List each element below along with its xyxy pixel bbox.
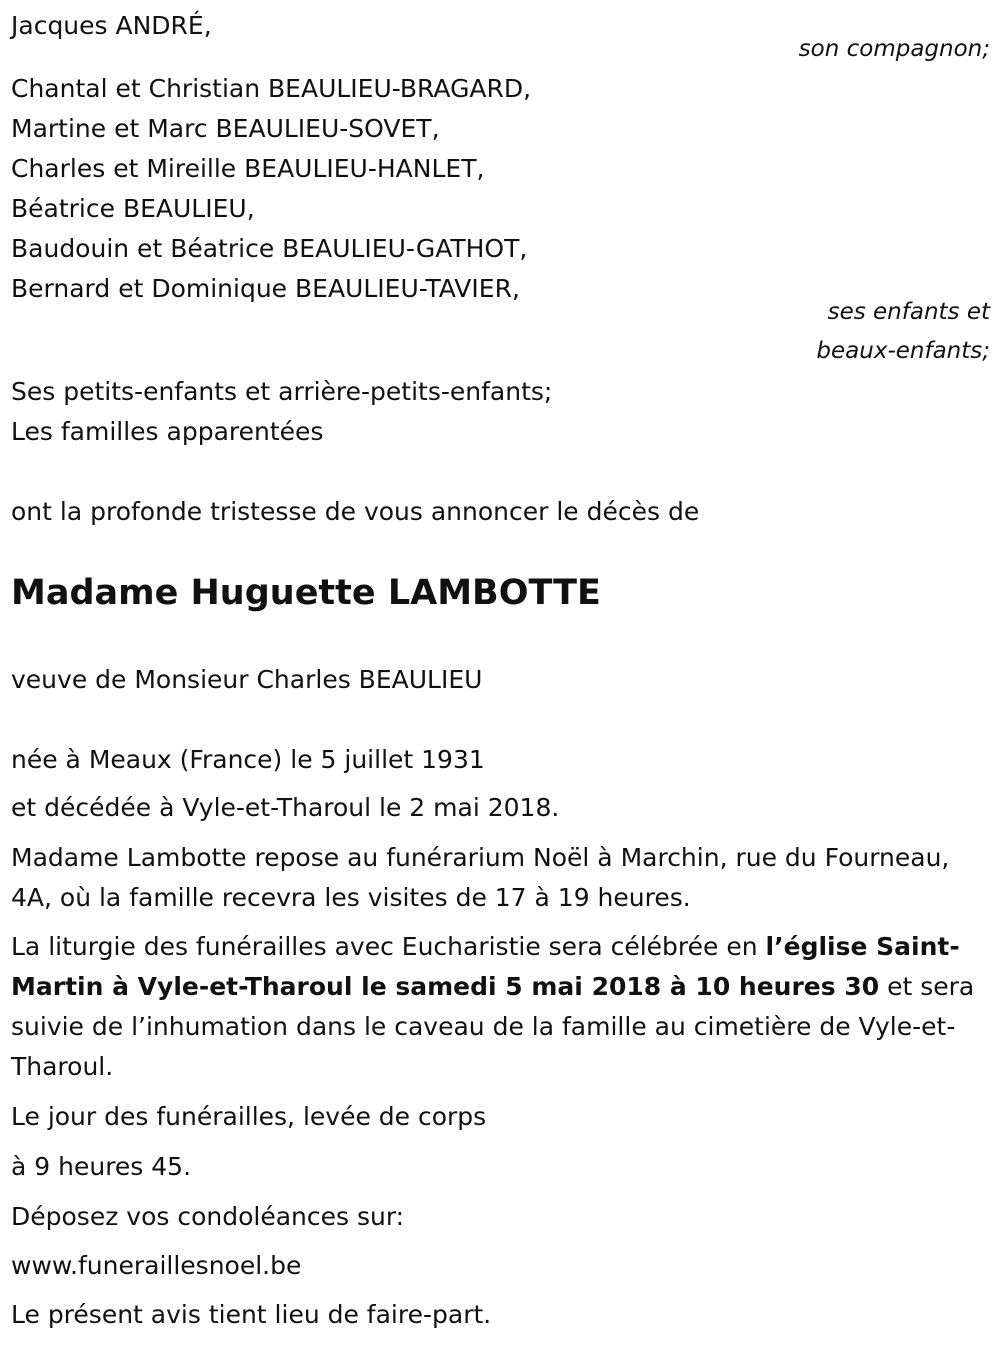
funerarium-paragraph: Madame Lambotte repose au funérarium Noël à Marchin, rue du Fourneau, 4A, où la famille recevra les visites de 17 à 19 heures.	[11, 843, 950, 912]
relatives-line: Les familles apparentées	[11, 417, 324, 446]
child-line: Martine et Marc BEAULIEU-SOVET,	[11, 114, 440, 143]
closing-line: Le présent avis tient lieu de faire-part.	[11, 1300, 492, 1329]
child-line: Charles et Mireille BEAULIEU-HANLET,	[11, 154, 485, 183]
levee-line1: Le jour des funérailles, levée de corps	[11, 1102, 487, 1131]
child-line: Baudouin et Béatrice BEAULIEU-GATHOT,	[11, 234, 528, 263]
children-role-line1: ses enfants et	[827, 299, 990, 325]
death-line: et décédée à Vyle-et-Tharoul le 2 mai 2018.	[11, 793, 560, 822]
announcement-text: ont la profonde tristesse de vous annoncer le décès de	[11, 497, 700, 526]
birth-line: née à Meaux (France) le 5 juillet 1931	[11, 745, 485, 774]
liturgy-intro: La liturgie des funérailles avec Eucharistie sera célébrée en	[11, 932, 766, 961]
children-role-line2: beaux-enfants;	[816, 338, 990, 364]
child-line: Bernard et Dominique BEAULIEU-TAVIER,	[11, 274, 520, 303]
deceased-name: Madame Huguette LAMBOTTE	[11, 573, 601, 613]
companion-name: Jacques ANDRÉ,	[11, 11, 212, 40]
liturgy-bold: l’église Saint-Martin à Vyle-et-Tharoul le samedi 5 mai 2018 à 10 heures 30	[11, 932, 960, 1001]
liturgy-outro: et sera suivie de l’inhumation dans le caveau de la famille au cimetière de Vyle-et-Tharoul.	[11, 972, 975, 1081]
levee-line2: à 9 heures 45.	[11, 1152, 192, 1181]
grandchildren-line: Ses petits-enfants et arrière-petits-enfants;	[11, 377, 553, 406]
widow-of-line: veuve de Monsieur Charles BEAULIEU	[11, 665, 483, 694]
child-line: Chantal et Christian BEAULIEU-BRAGARD,	[11, 74, 532, 103]
condolences-label: Déposez vos condoléances sur:	[11, 1202, 405, 1231]
companion-role: son compagnon;	[798, 36, 990, 62]
condolences-website-link[interactable]: www.funeraillesnoel.be	[11, 1251, 302, 1280]
liturgy-paragraph	[11, 927, 991, 1087]
child-line: Béatrice BEAULIEU,	[11, 194, 255, 223]
